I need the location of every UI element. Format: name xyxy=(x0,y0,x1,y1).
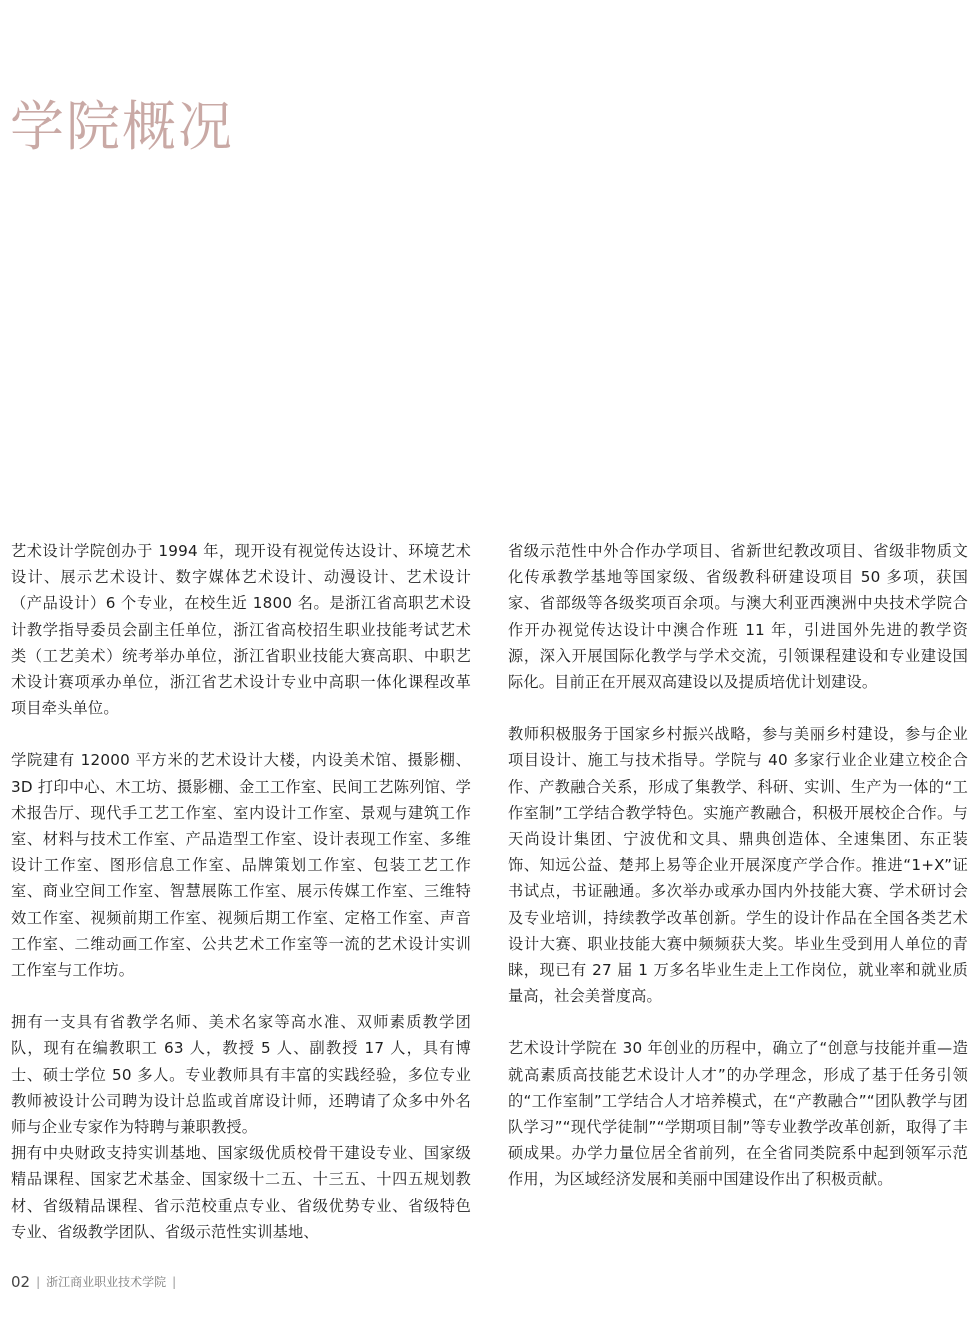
page-number: 02 xyxy=(11,1273,31,1291)
paragraph-faculty: 拥有一支具有省教学名师、美术名家等高水准、双师素质教学团队，现有在编教职工 63 人，教授 5 人、副教授 17 人，具有博士、硕士学位 50 多人。专业教师具有丰富的实践经验，多位专业教师被设计公司聘为设计总监或首席设计师，还聘请了众多中外名师与企业专家作为特聘与兼职教授。 xyxy=(11,1013,471,1137)
paragraph-facilities: 学院建有 12000 平方米的艺术设计大楼，内设美术馆、摄影棚、3D 打印中心、木工坊、摄影棚、金工工作室、民间工艺陈列馆、学术报告厅、现代手工艺工作室、室内设计工作室、景观与建筑工作室、材料与技术工作室、产品造型工作室、设计表现工作室、多维设计工作室、图形信息工作室、品牌策划工作室、包装工艺工作室、商业空间工作室、智慧展陈工作室、展示传媒工作室、三维特效工作室、视频前期工作室、视频后期工作室、定格工作室、声音工作室、二维动画工作室、公共艺术工作室等一流的艺术设计实训工作室与工作坊。 xyxy=(11,751,471,980)
right-column xyxy=(508,538,968,1193)
paragraph-philosophy: 艺术设计学院在 30 年创业的历程中，确立了“创意与技能并重—造就高素质高技能艺术设计人才”的办学理念，形成了基于任务引领的“工作室制”工学结合人才培养模式，在“产教融合”“团队教学与团队学习”“现代学徒制”“学期项目制”等专业教学改革创新，取得了丰硕成果。办学力量位居全省前列，在全省同类院系中起到领军示范作用，为区域经济发展和美丽中国建设作出了积极贡献。 xyxy=(508,1039,968,1189)
institution-name: 浙江商业职业技术学院 xyxy=(46,1275,167,1289)
footer-separator-end: | xyxy=(172,1275,177,1289)
paragraph-industry: 教师积极服务于国家乡村振兴战略，参与美丽乡村建设，参与企业项目设计、施工与技术指导。学院与 40 多家行业企业建立校企合作、产教融合关系，形成了集教学、科研、实训、生产为一体的“工作室制”工学结合教学特色。实施产教融合，积极开展校企合作。与天尚设计集团、宁波优和文具、鼎典创造体、全速集团、东正装饰、知远公益、楚邦上易等企业开展深度产学合作。推进“1+X”证书试点，书证融通。多次举办或承办国内外技能大赛、学术研讨会及专业培训，持续教学改革创新。学生的设计作品在全国各类艺术设计大赛、职业技能大赛中频频获大奖。毕业生受到用人单位的青睐，现已有 27 届 1 万多名毕业生走上工作岗位，就业率和就业质量高，社会美誉度高。 xyxy=(508,725,968,1006)
paragraph-international: 省级示范性中外合作办学项目、省新世纪教改项目、省级非物质文化传承教学基地等国家级、省级教科研建设项目 50 多项，获国家、省部级等各级奖项百余项。与澳大利亚西澳洲中央技术学院合作开办视觉传达设计中澳合作班 11 年，引进国外先进的教学资源，深入开展国际化教学与学术交流，引领课程建设和专业建设国际化。目前正在开展双高建设以及提质培优计划建设。 xyxy=(508,542,968,692)
footer-separator: | xyxy=(36,1275,41,1289)
page-title: 学院概况 xyxy=(10,95,234,158)
left-column xyxy=(11,538,471,1245)
page-footer xyxy=(11,1272,176,1292)
paragraph-history: 艺术设计学院创办于 1994 年，现开设有视觉传达设计、环境艺术设计、展示艺术设计、数字媒体艺术设计、动漫设计、艺术设计（产品设计）6 个专业，在校生近 1800 名。是浙江省高职艺术设计教学指导委员会副主任单位，浙江省高校招生职业技能考试艺术类（工艺美术）统考举办单位，浙江省职业技能大赛高职、中职艺术设计赛项承办单位，浙江省艺术设计专业中高职一体化课程改革项目牵头单位。 xyxy=(11,542,471,718)
paragraph-projects: 拥有中央财政支持实训基地、国家级优质校骨干建设专业、国家级精品课程、国家艺术基金、国家级十二五、十三五、十四五规划教材、省级精品课程、省示范校重点专业、省级优势专业、省级特色专业、省级教学团队、省级示范性实训基地、 xyxy=(11,1144,471,1241)
